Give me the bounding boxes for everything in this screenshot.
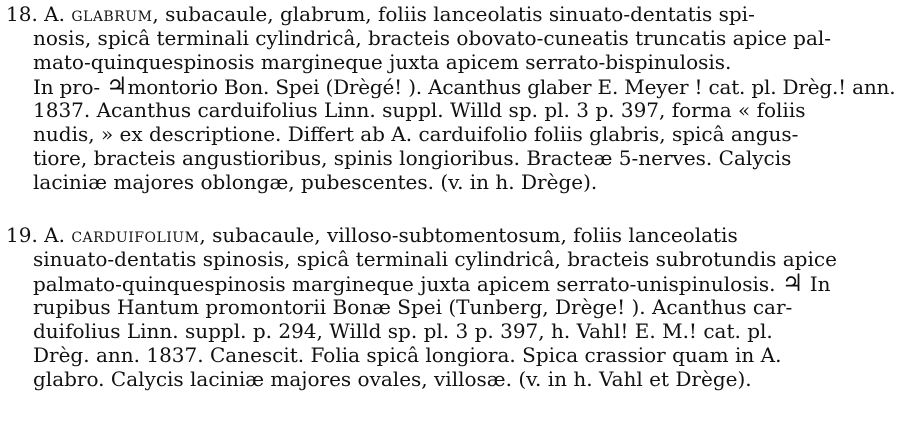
entry-19-text-1: , subacaule, villoso-subtomentosum, foliis lanceolatis — [199, 223, 738, 247]
entry-19-text-3b: In — [803, 272, 831, 296]
entry-19-line-2: sinuato-dentatis spinosis, spicâ terminali cylindricâ, bracteis subrotundis apice — [33, 247, 837, 271]
entry-19-number: 19. — [6, 223, 38, 247]
entry-19-species: carduifolium — [71, 223, 200, 247]
entry-18-genus: A. — [44, 2, 65, 26]
entry-18-text-4b: montorio Bon. Spei (Drègé! ). Acanthus glaber E. Meyer ! cat. pl. Drèg.! ann. — [127, 75, 896, 99]
entry-18-species: glabrum — [71, 2, 153, 26]
entry-18-line-7: tiore, bracteis angustioribus, spinis longioribus. Bracteæ 5-nerves. Calycis — [33, 146, 792, 170]
entry-18-line-8: laciniæ majores oblongæ, pubescentes. (v. in h. Drège). — [33, 170, 598, 194]
entry-18-text-1: , subacaule, glabrum, foliis lanceolatis sinuato-dentatis spi- — [152, 2, 755, 26]
entry-18-text-4a: In pro- — [33, 75, 100, 99]
entry-19-genus: A. — [44, 223, 65, 247]
entry-18-line-2: nosis, spicâ terminali cylindricâ, bracteis obovato-cuneatis truncatis apice pal- — [33, 26, 832, 50]
entry-19-line-7: glabro. Calycis laciniæ majores ovales, villosæ. (v. in h. Vahl et Drège). — [33, 367, 752, 391]
entry-19-text-3a: palmato-quinquespinosis margineque juxta apicem serrato-unispinulosis. — [33, 272, 776, 296]
entry-19-line-4: rupibus Hantum promontorii Bonæ Spei (Tunberg, Drège! ). Acanthus car- — [33, 295, 793, 319]
entry-18-number: 18. — [6, 2, 38, 26]
entry-19-line-3 — [33, 268, 831, 297]
entry-19-line-1 — [6, 223, 738, 247]
perennial-symbol-icon: ♃ — [781, 268, 804, 297]
entry-18-line-3: mato-quinquespinosis margineque juxta apicem serrato-bispinulosis. — [33, 50, 732, 74]
entry-18-line-1 — [6, 2, 755, 26]
entry-18-line-5: 1837. Acanthus carduifolius Linn. suppl. Willd sp. pl. 3 p. 397, forma « foliis — [33, 98, 806, 122]
entry-18-line-4 — [33, 71, 896, 100]
perennial-symbol-icon: ♃ — [106, 71, 128, 100]
entry-19-line-6: Drèg. ann. 1837. Canescit. Folia spicâ longiora. Spica crassior quam in A. — [33, 343, 782, 367]
entry-18-line-6: nudis, » ex descriptione. Differt ab A. carduifolio foliis glabris, spicâ angus- — [33, 122, 799, 146]
entry-19-line-5: duifolius Linn. suppl. p. 294, Willd sp. pl. 3 p. 397, h. Vahl! E. M.! cat. pl. — [33, 319, 773, 343]
